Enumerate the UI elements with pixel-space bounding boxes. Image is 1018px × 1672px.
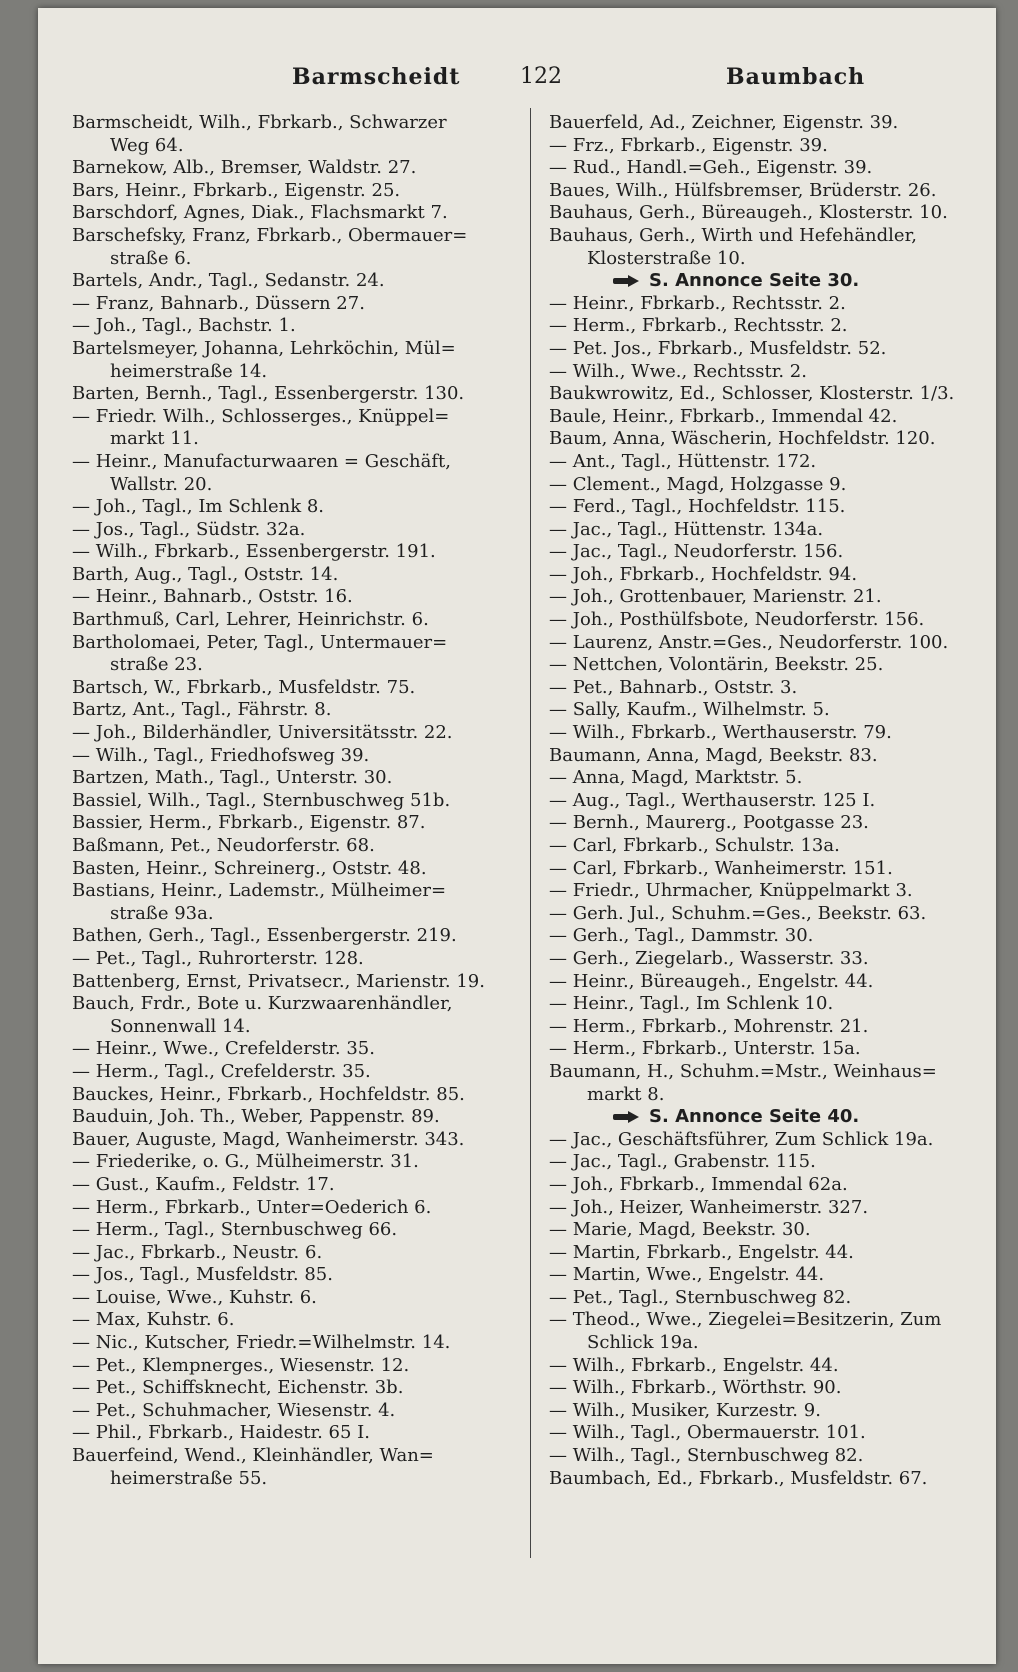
directory-entry xyxy=(72,1400,480,1423)
entry-line: — Jac., Tagl., Neudorferstr. 156. xyxy=(549,541,844,563)
entry-line: Bauhaus, Gerh., Büreaugeh., Klosterstr. 10. xyxy=(549,202,948,224)
entry-line: Baßmann, Pet., Neudorferstr. 68. xyxy=(72,835,375,856)
entry-line: — Anna, Magd, Marktstr. 5. xyxy=(549,767,803,789)
directory-entry xyxy=(72,1084,480,1107)
entry-line: — Pet., Tagl., Sternbuschweg 82. xyxy=(549,1286,852,1308)
directory-entry xyxy=(549,225,963,270)
entry-line: — Pet., Schiffsknecht, Eichenstr. 3b. xyxy=(72,1377,404,1399)
entry-line: — Rud., Handl.=Geh., Eigenstr. 39. xyxy=(549,157,873,179)
entry-line: — Herm., Fbrkarb., Unter=Oederich 6. xyxy=(72,1196,432,1218)
directory-entry xyxy=(549,1400,963,1423)
directory-entry xyxy=(72,1309,480,1332)
entry-line: — Pet., Tagl., Ruhrorterstr. 128. xyxy=(72,947,364,969)
directory-entry xyxy=(549,157,963,180)
directory-entry xyxy=(72,315,480,338)
directory-entry xyxy=(72,925,480,948)
entry-line: — Pet., Bahnarb., Oststr. 3. xyxy=(549,676,798,698)
entry-line: — Martin, Wwe., Engelstr. 44. xyxy=(549,1264,825,1286)
directory-entry xyxy=(549,858,963,881)
entry-line: Battenberg, Ernst, Privatsecr., Marienstr. 19. xyxy=(72,970,485,992)
directory-entry xyxy=(72,1106,480,1129)
directory-entry xyxy=(549,880,963,903)
directory-entry xyxy=(72,1287,480,1310)
entry-line: Bauerfeind, Wend., Kleinhändler, Wan= xyxy=(72,1445,434,1467)
entry-line: Bassiel, Wilh., Tagl., Sternbuschweg 51b. xyxy=(72,789,451,811)
entry-line: — Carl, Fbrkarb., Schulstr. 13a. xyxy=(549,835,840,856)
directory-entry xyxy=(549,745,963,768)
entry-continuation: Wallstr. 20. xyxy=(110,473,213,495)
entry-line: — Jos., Tagl., Südstr. 32a. xyxy=(72,518,306,540)
entry-line: — Herm., Fbrkarb., Unterstr. 15a. xyxy=(549,1038,861,1060)
entry-line: Baues, Wilh., Hülfsbremser, Brüderstr. 26. xyxy=(549,179,937,201)
pointing-hand-icon xyxy=(613,1111,639,1123)
entry-line: Barmscheidt, Wilh., Fbrkarb., Schwarzer xyxy=(72,112,447,133)
directory-entry xyxy=(72,1332,480,1355)
entry-line: Bastians, Heinr., Lademstr., Mülheimer= xyxy=(72,880,447,902)
entry-line: — Max, Kuhstr. 6. xyxy=(72,1309,235,1331)
entry-line: Bars, Heinr., Fbrkarb., Eigenstr. 25. xyxy=(72,179,401,201)
entry-line: — Herm., Fbrkarb., Mohrenstr. 21. xyxy=(549,1015,869,1037)
directory-entry xyxy=(549,406,963,429)
directory-entry xyxy=(72,632,480,677)
entry-line: Bauhaus, Gerh., Wirth und Hefehändler, xyxy=(549,224,917,246)
page-header xyxy=(78,52,978,92)
directory-entry xyxy=(72,406,480,451)
directory-entry xyxy=(549,1219,963,1242)
entry-line: Barten, Bernh., Tagl., Essenbergerstr. 130. xyxy=(72,383,465,405)
directory-entry xyxy=(549,654,963,677)
entry-line: — Friedr., Uhrmacher, Knüppelmarkt 3. xyxy=(549,880,913,902)
directory-entry xyxy=(549,971,963,994)
entry-line: Bartholomaei, Peter, Tagl., Untermauer= xyxy=(72,631,448,653)
directory-entry xyxy=(549,1151,963,1174)
entry-line: — Frz., Fbrkarb., Eigenstr. 39. xyxy=(549,134,828,156)
entry-line: Baukwrowitz, Ed., Schlosser, Klosterstr. 1/3. xyxy=(549,383,955,405)
entry-line: — Jos., Tagl., Musfeldstr. 85. xyxy=(72,1264,333,1286)
entry-line: — Ant., Tagl., Hüttenstr. 172. xyxy=(549,450,817,472)
entry-line: — Wilh., Musiker, Kurzestr. 9. xyxy=(549,1399,821,1421)
entry-line: — Wilh., Tagl., Sternbuschweg 82. xyxy=(549,1445,864,1467)
entry-line: — Joh., Heizer, Wanheimerstr. 327. xyxy=(549,1196,869,1218)
entry-line: — Jac., Tagl., Hüttenstr. 134a. xyxy=(549,518,824,540)
directory-entry xyxy=(549,812,963,835)
entry-line: Bauerfeld, Ad., Zeichner, Eigenstr. 39. xyxy=(549,112,899,133)
directory-page xyxy=(38,8,996,1664)
directory-entry xyxy=(549,315,963,338)
entry-line: — Clement., Magd, Holzgasse 9. xyxy=(549,473,847,495)
entry-line: — Jac., Tagl., Grabenstr. 115. xyxy=(549,1151,816,1173)
directory-entry xyxy=(549,1264,963,1287)
directory-entry xyxy=(549,586,963,609)
entry-line: — Heinr., Manufacturwaaren = Geschäft, xyxy=(72,450,452,472)
directory-entry xyxy=(549,1287,963,1310)
entry-line: — Laurenz, Anstr.=Ges., Neudorferstr. 100. xyxy=(549,631,949,653)
entry-line: Bathen, Gerh., Tagl., Essenbergerstr. 219. xyxy=(72,925,457,947)
directory-entry xyxy=(549,1061,963,1106)
entry-line: — Heinr., Bahnarb., Oststr. 16. xyxy=(72,586,353,608)
directory-entry xyxy=(549,541,963,564)
directory-entry xyxy=(549,112,963,135)
directory-entry xyxy=(72,451,480,496)
right-column xyxy=(549,112,963,1490)
entry-line: — Heinr., Fbrkarb., Rechtsstr. 2. xyxy=(549,292,846,314)
entry-line: — Friedr. Wilh., Schlosserges., Knüppel= xyxy=(72,405,450,427)
directory-entry xyxy=(72,112,480,157)
directory-entry xyxy=(72,1445,480,1490)
annonce-label: S. Annonce Seite 30. xyxy=(649,270,860,292)
entry-line: — Friederike, o. G., Mülheimerstr. 31. xyxy=(72,1151,419,1173)
left-column xyxy=(72,112,485,1490)
annonce-text xyxy=(549,1106,963,1129)
directory-entry xyxy=(549,474,963,497)
entry-line: — Wilh., Fbrkarb., Engelstr. 44. xyxy=(549,1354,839,1376)
entry-line: — Jac., Fbrkarb., Neustr. 6. xyxy=(72,1241,323,1263)
entry-line: — Aug., Tagl., Werthauserstr. 125 I. xyxy=(549,789,876,811)
directory-entry xyxy=(549,993,963,1016)
entry-line: — Gerh., Ziegelarb., Wasserstr. 33. xyxy=(549,947,869,969)
directory-entry xyxy=(72,677,480,700)
entry-line: Bauer, Auguste, Magd, Wanheimerstr. 343. xyxy=(72,1128,465,1150)
directory-entry xyxy=(72,767,480,790)
directory-entry xyxy=(549,428,963,451)
directory-entry xyxy=(72,519,480,542)
directory-entry xyxy=(549,1197,963,1220)
entry-line: Baule, Heinr., Fbrkarb., Immendal 42. xyxy=(549,405,898,427)
entry-line: Bassier, Herm., Fbrkarb., Eigenstr. 87. xyxy=(72,812,426,834)
entry-line: — Joh., Bilderhändler, Universitätsstr. 22. xyxy=(72,722,453,744)
directory-entry xyxy=(549,564,963,587)
entry-continuation: heimerstraße 55. xyxy=(110,1467,268,1489)
directory-entry xyxy=(72,812,480,835)
entry-line: Bartelsmeyer, Johanna, Lehrköchin, Mül= xyxy=(72,337,456,359)
directory-entry xyxy=(549,519,963,542)
entry-line: — Nettchen, Volontärin, Beekstr. 25. xyxy=(549,654,884,676)
directory-entry xyxy=(549,1242,963,1265)
directory-entry xyxy=(549,1016,963,1039)
entry-line: — Pet. Jos., Fbrkarb., Musfeldstr. 52. xyxy=(549,337,887,359)
directory-entry xyxy=(549,790,963,813)
directory-entry xyxy=(72,1038,480,1061)
directory-entry xyxy=(549,699,963,722)
directory-entry xyxy=(72,1197,480,1220)
entry-continuation: Weg 64. xyxy=(110,134,184,156)
directory-entry xyxy=(72,541,480,564)
entry-line: — Ferd., Tagl., Hochfeldstr. 115. xyxy=(549,496,846,518)
entry-line: — Wilh., Fbrkarb., Werthauserstr. 79. xyxy=(549,722,892,744)
column-divider xyxy=(530,108,531,1558)
directory-entry xyxy=(72,1242,480,1265)
entry-line: — Wilh., Fbrkarb., Wörthstr. 90. xyxy=(549,1377,842,1399)
directory-entry xyxy=(72,1264,480,1287)
entry-line: Bauch, Frdr., Bote u. Kurzwaarenhändler, xyxy=(72,993,453,1015)
directory-entry xyxy=(72,790,480,813)
entry-line: — Herm., Tagl., Crefelderstr. 35. xyxy=(72,1060,371,1082)
entry-line: — Wilh., Tagl., Obermauerstr. 101. xyxy=(549,1422,866,1444)
page-number: 122 xyxy=(520,64,562,89)
entry-line: Baumann, H., Schuhm.=Mstr., Weinhaus= xyxy=(549,1060,937,1082)
entry-line: Bartels, Andr., Tagl., Sedanstr. 24. xyxy=(72,270,385,292)
directory-entry xyxy=(549,1129,963,1152)
entry-line: — Joh., Fbrkarb., Hochfeldstr. 94. xyxy=(549,563,858,585)
directory-entry xyxy=(549,1445,963,1468)
directory-entry xyxy=(72,586,480,609)
directory-entry xyxy=(72,1061,480,1084)
header-left-keyword: Barmscheidt xyxy=(292,64,461,90)
directory-entry xyxy=(72,564,480,587)
directory-entry xyxy=(549,903,963,926)
directory-entry xyxy=(72,1219,480,1242)
entry-line: — Martin, Fbrkarb., Engelstr. 44. xyxy=(549,1241,854,1263)
directory-entry xyxy=(72,722,480,745)
directory-entry xyxy=(72,270,480,293)
directory-entry xyxy=(549,1468,963,1491)
entry-line: — Gerh. Jul., Schuhm.=Ges., Beekstr. 63. xyxy=(549,902,927,924)
directory-entry xyxy=(549,1355,963,1378)
pointing-hand-icon xyxy=(613,275,639,287)
entry-line: — Joh., Fbrkarb., Immendal 62a. xyxy=(549,1173,848,1195)
entry-continuation: heimerstraße 14. xyxy=(110,360,268,382)
entry-continuation: Klosterstraße 10. xyxy=(587,247,746,269)
directory-entry xyxy=(72,157,480,180)
entry-line: — Joh., Tagl., Im Schlenk 8. xyxy=(72,496,325,518)
directory-entry xyxy=(549,925,963,948)
entry-line: — Theod., Wwe., Ziegelei=Besitzerin, Zum xyxy=(549,1309,942,1331)
directory-entry xyxy=(549,609,963,632)
annonce-reference xyxy=(549,270,963,293)
directory-entry xyxy=(549,1422,963,1445)
entry-continuation: markt 11. xyxy=(110,428,199,450)
entry-continuation: Schlick 19a. xyxy=(587,1332,699,1354)
entry-line: Barth, Aug., Tagl., Oststr. 14. xyxy=(72,563,339,585)
entry-line: — Wilh., Fbrkarb., Essenbergerstr. 191. xyxy=(72,541,436,563)
entry-line: Basten, Heinr., Schreinerg., Oststr. 48. xyxy=(72,857,427,879)
directory-entry xyxy=(549,632,963,655)
directory-entry xyxy=(549,180,963,203)
directory-entry xyxy=(72,383,480,406)
entry-line: — Jac., Geschäftsführer, Zum Schlick 19a. xyxy=(549,1128,934,1150)
directory-entry xyxy=(549,293,963,316)
entry-line: — Franz, Bahnarb., Düssern 27. xyxy=(72,292,365,314)
directory-entry xyxy=(72,745,480,768)
entry-line: — Wilh., Tagl., Friedhofsweg 39. xyxy=(72,744,370,766)
annonce-text xyxy=(549,270,963,293)
directory-entry xyxy=(72,202,480,225)
directory-entry xyxy=(72,948,480,971)
directory-entry xyxy=(72,1151,480,1174)
entry-line: Baumbach, Ed., Fbrkarb., Musfeldstr. 67. xyxy=(549,1467,928,1489)
entry-line: Bartz, Ant., Tagl., Fährstr. 8. xyxy=(72,699,332,721)
entry-continuation: straße 93a. xyxy=(110,902,214,924)
entry-line: — Joh., Grottenbauer, Marienstr. 21. xyxy=(549,586,882,608)
directory-entry xyxy=(549,135,963,158)
directory-entry xyxy=(549,1377,963,1400)
entry-line: Baumann, Anna, Magd, Beekstr. 83. xyxy=(549,744,878,766)
annonce-reference xyxy=(549,1106,963,1129)
directory-entry xyxy=(549,1174,963,1197)
entry-line: Barschefsky, Franz, Fbrkarb., Obermauer= xyxy=(72,224,468,246)
entry-line: — Pet., Schuhmacher, Wiesenstr. 4. xyxy=(72,1399,396,1421)
directory-entry xyxy=(72,1129,480,1152)
entry-continuation: markt 8. xyxy=(587,1083,665,1105)
entry-line: — Phil., Fbrkarb., Haidestr. 65 I. xyxy=(72,1422,371,1444)
entry-line: — Marie, Magd, Beekstr. 30. xyxy=(549,1219,811,1241)
entry-line: — Herm., Fbrkarb., Rechtsstr. 2. xyxy=(549,315,848,337)
entry-line: — Louise, Wwe., Kuhstr. 6. xyxy=(72,1286,317,1308)
entry-line: Barschdorf, Agnes, Diak., Flachsmarkt 7. xyxy=(72,202,448,224)
directory-entry xyxy=(549,338,963,361)
directory-entry xyxy=(72,225,480,270)
directory-entry xyxy=(549,677,963,700)
directory-entry xyxy=(72,880,480,925)
entry-line: — Joh., Posthülfsbote, Neudorferstr. 156. xyxy=(549,609,925,631)
directory-entry xyxy=(549,361,963,384)
directory-entry xyxy=(72,1355,480,1378)
entry-continuation: straße 23. xyxy=(110,654,203,676)
entry-line: Bartsch, W., Fbrkarb., Musfeldstr. 75. xyxy=(72,676,416,698)
entry-line: — Pet., Klempnerges., Wiesenstr. 12. xyxy=(72,1354,410,1376)
entry-line: — Joh., Tagl., Bachstr. 1. xyxy=(72,315,296,337)
entry-line: Bartzen, Math., Tagl., Unterstr. 30. xyxy=(72,767,393,789)
entry-line: Barnekow, Alb., Bremser, Waldstr. 27. xyxy=(72,157,417,179)
entry-line: Baum, Anna, Wäscherin, Hochfeldstr. 120. xyxy=(549,428,936,450)
entry-line: Bauduin, Joh. Th., Weber, Pappenstr. 89. xyxy=(72,1106,440,1128)
directory-entry xyxy=(549,202,963,225)
directory-entry xyxy=(72,1174,480,1197)
directory-entry xyxy=(72,835,480,858)
directory-entry xyxy=(72,699,480,722)
entry-line: — Bernh., Maurerg., Pootgasse 23. xyxy=(549,812,869,834)
directory-entry xyxy=(549,1038,963,1061)
directory-entry xyxy=(72,858,480,881)
entry-line: — Heinr., Büreaugeh., Engelstr. 44. xyxy=(549,970,874,992)
directory-entry xyxy=(72,993,480,1038)
entry-line: — Heinr., Wwe., Crefelderstr. 35. xyxy=(72,1038,375,1060)
entry-line: — Wilh., Wwe., Rechtsstr. 2. xyxy=(549,360,807,382)
directory-entry xyxy=(549,948,963,971)
directory-entry xyxy=(72,1377,480,1400)
entry-line: Barthmuß, Carl, Lehrer, Heinrichstr. 6. xyxy=(72,609,429,631)
directory-entry xyxy=(549,383,963,406)
entry-line: — Nic., Kutscher, Friedr.=Wilhelmstr. 14. xyxy=(72,1332,451,1354)
directory-entry xyxy=(72,609,480,632)
entry-line: — Gust., Kaufm., Feldstr. 17. xyxy=(72,1173,335,1195)
directory-entry xyxy=(549,1309,963,1354)
entry-line: — Heinr., Tagl., Im Schlenk 10. xyxy=(549,993,834,1015)
directory-entry xyxy=(72,496,480,519)
entry-line: Bauckes, Heinr., Fbrkarb., Hochfeldstr. 85. xyxy=(72,1083,465,1105)
directory-entry xyxy=(549,767,963,790)
directory-entry xyxy=(549,722,963,745)
entry-line: — Sally, Kaufm., Wilhelmstr. 5. xyxy=(549,699,830,721)
entry-continuation: straße 6. xyxy=(110,247,192,269)
directory-entry xyxy=(549,451,963,474)
directory-entry xyxy=(72,1422,480,1445)
entry-line: — Herm., Tagl., Sternbuschweg 66. xyxy=(72,1219,398,1241)
directory-entry xyxy=(72,293,480,316)
header-right-keyword: Baumbach xyxy=(726,64,866,90)
directory-entry xyxy=(549,835,963,858)
entry-line: — Gerh., Tagl., Dammstr. 30. xyxy=(549,925,814,947)
directory-entry xyxy=(72,180,480,203)
directory-entry xyxy=(72,338,480,383)
directory-entry xyxy=(72,970,485,994)
directory-entry xyxy=(549,496,963,519)
entry-continuation: Sonnenwall 14. xyxy=(110,1015,251,1037)
annonce-label: S. Annonce Seite 40. xyxy=(649,1106,860,1128)
entry-line: — Carl, Fbrkarb., Wanheimerstr. 151. xyxy=(549,857,893,879)
